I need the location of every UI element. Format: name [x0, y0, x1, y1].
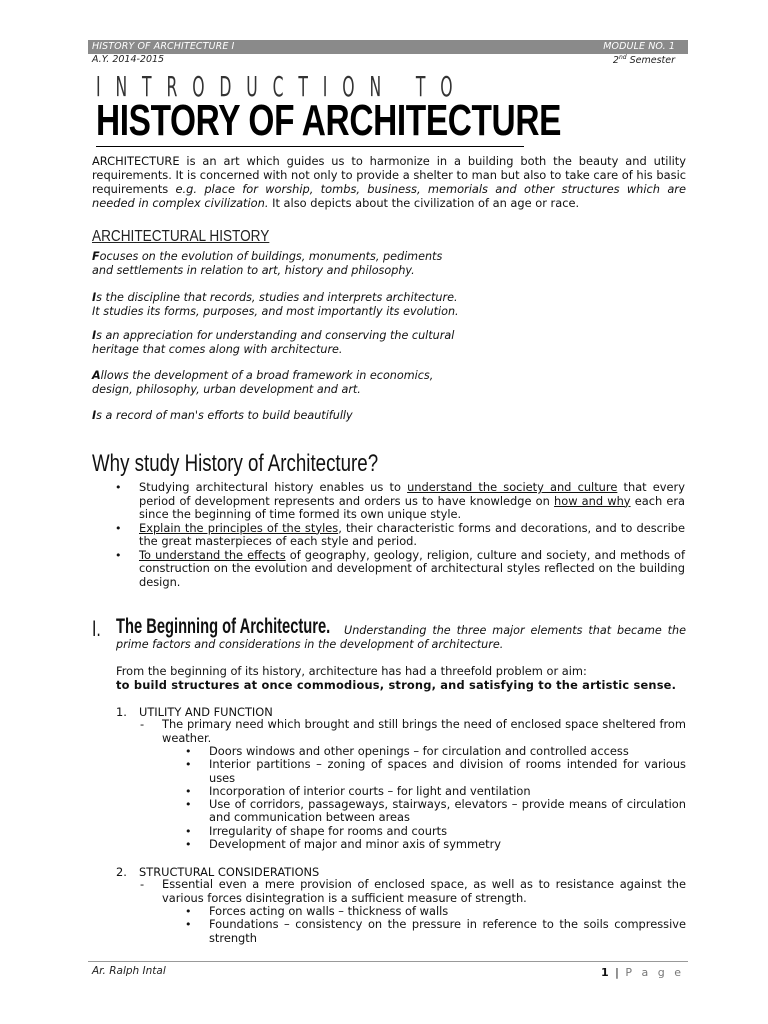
- dash-item: - Essential even a mere provision of enclosed space, as well as to resistance against the various forces disintegration is a sufficient measure of strength.: [140, 877, 686, 905]
- page-title: HISTORY OF ARCHITECTURE: [96, 96, 562, 145]
- definition-item: Is an appreciation for understanding and conserving the cultural heritage that comes along with architecture.: [92, 329, 455, 356]
- list-item: • To understand the effects of geography, geology, religion, culture and society, and methods of construction on the evolution and development of architectural styles reflected on the building design.: [139, 549, 685, 590]
- architectural-history-heading: ARCHITECTURAL HISTORY: [92, 228, 270, 245]
- definition-item: Is a record of man's efforts to build beautifully: [92, 409, 353, 422]
- numbered-item-heading: 2. STRUCTURAL CONSIDERATIONS: [116, 865, 320, 879]
- structural-bullet-list: [209, 905, 686, 945]
- list-item: • Doors windows and other openings – for circulation and controlled access: [209, 745, 686, 758]
- module-number: MODULE NO. 1: [603, 41, 675, 52]
- list-item: • Forces acting on walls – thickness of walls: [209, 905, 686, 918]
- list-item: • Irregularity of shape for rooms and courts: [209, 825, 686, 838]
- list-item: • Foundations – consistency on the pressure in reference to the soils compressive strength: [209, 918, 686, 945]
- semester: 2nd Semester: [612, 54, 675, 67]
- dash-item: - The primary need which brought and still brings the need of enclosed space sheltered from weather.: [140, 717, 686, 745]
- definition-item: Allows the development of a broad framework in economics, design, philosophy, urban development and art.: [92, 369, 434, 396]
- title-intro: INTRODUCTION TO: [96, 70, 468, 103]
- utility-bullet-list: [209, 745, 686, 851]
- title-underline: [96, 146, 524, 147]
- page-number: 1 | P a g e: [601, 966, 684, 979]
- list-item: • Incorporation of interior courts – for light and ventilation: [209, 785, 686, 798]
- footer-author: Ar. Ralph Intal: [92, 965, 166, 977]
- section-number: I.: [92, 616, 101, 641]
- list-item: • Development of major and minor axis of symmetry: [209, 838, 686, 851]
- why-study-heading: Why study History of Architecture?: [92, 450, 379, 477]
- course-title: HISTORY OF ARCHITECTURE I: [92, 41, 235, 52]
- numbered-item-heading: 1. UTILITY AND FUNCTION: [116, 705, 273, 719]
- list-item: • Interior partitions – zoning of spaces and division of rooms intended for various uses: [209, 758, 686, 785]
- section-title: The Beginning of Architecture.: [116, 615, 331, 638]
- list-item: • Studying architectural history enables us to understand the society and culture that every period of development represents and orders us to have knowledge on how and why each era since the beginning of time formed its own unique style.: [139, 481, 685, 522]
- aim-paragraph: From the beginning of its history, architecture has had a threefold problem or aim: to build structures at once commodious, strong, and satisfying to the artistic sense.: [116, 664, 677, 692]
- footer-rule: [88, 961, 688, 962]
- section-description: Understanding the three major elements that became the prime factors and considerations in the development of architecture.: [116, 624, 686, 651]
- definition-item: Focuses on the evolution of buildings, monuments, pediments and settlements in relation to art, history and philosophy.: [92, 250, 443, 277]
- list-item: • Use of corridors, passageways, stairways, elevators – provide means of circulation and communication between areas: [209, 798, 686, 825]
- academic-year: A.Y. 2014-2015: [92, 54, 165, 65]
- intro-paragraph: ARCHITECTURE is an art which guides us to harmonize in a building both the beauty and utility requirements. It is concerned with not only to provide a shelter to man but also to take care of his basic requirements e.g. place for worship, tombs, business, memorials and other structures which are needed in complex civilization. It also depicts about the civilization of an age or race.: [92, 154, 687, 210]
- definition-item: Is the discipline that records, studies and interprets architecture. It studies its forms, purposes, and most importantly its evolution.: [92, 291, 459, 318]
- list-item: • Explain the principles of the styles, their characteristic forms and decorations, and to describe the great masterpieces of each style and period.: [139, 522, 685, 549]
- why-study-list: [139, 481, 685, 589]
